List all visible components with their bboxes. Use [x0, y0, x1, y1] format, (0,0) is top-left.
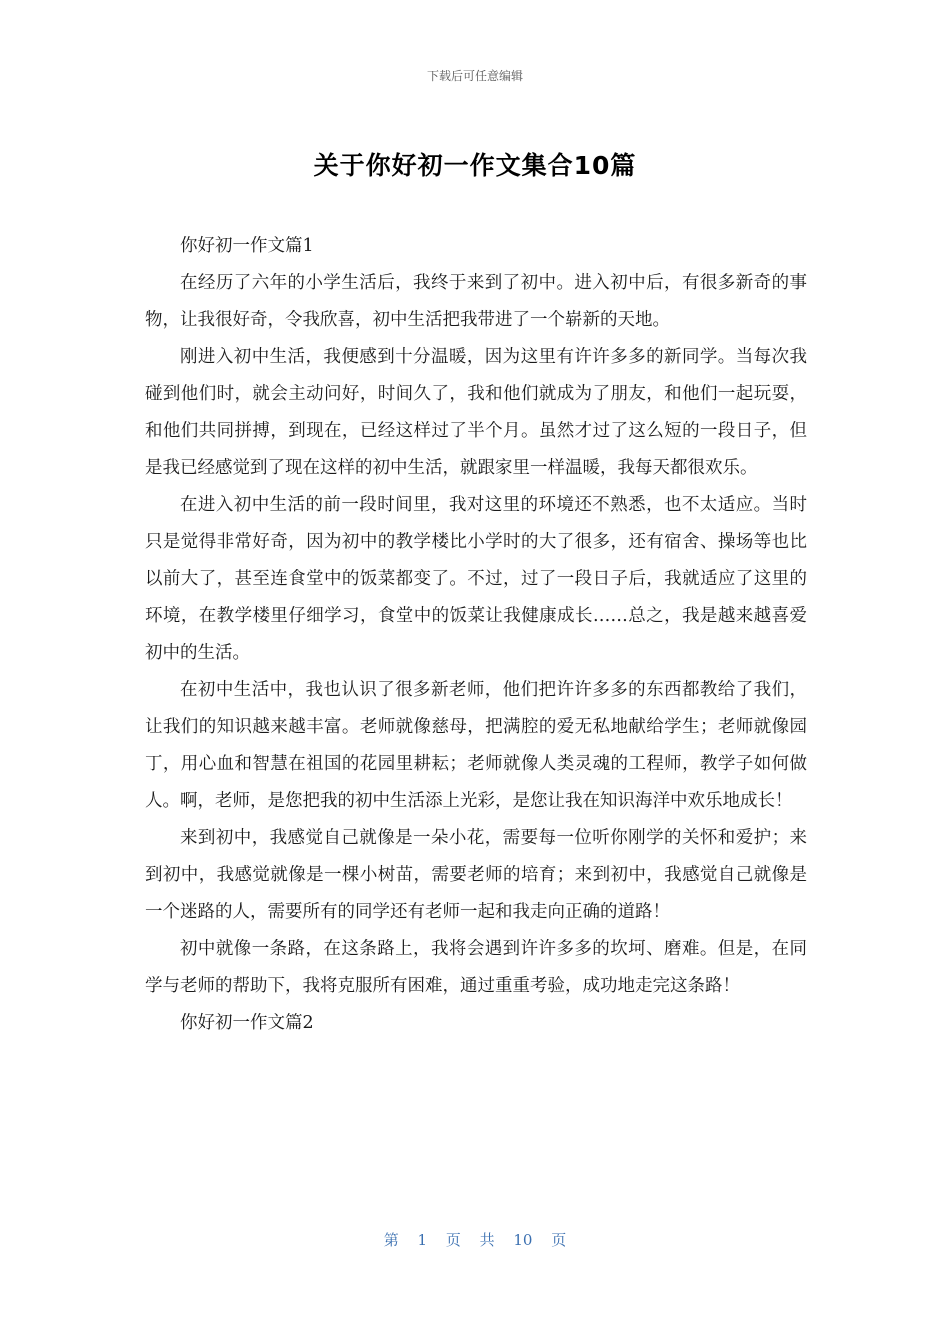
paragraph: 在进入初中生活的前一段时间里，我对这里的环境还不熟悉，也不太适应。当时只是觉得非常好奇，因为初中的教学楼比小学时的大了很多，还有宿舍、操场等也比以前大了，甚至连食堂中的饭菜都变了。不过，过了一段日子后，我就适应了这里的环境，在教学楼里仔细学习，食堂中的饭菜让我健康成长……总之，我是越来越喜爱初中的生活。	[145, 495, 807, 663]
document-body	[145, 228, 807, 1042]
paragraph: 在初中生活中，我也认识了很多新老师，他们把许许多多的东西都教给了我们，让我们的知识越来越丰富。老师就像慈母，把满腔的爱无私地献给学生；老师就像园丁，用心血和智慧在祖国的花园里耕耘；老师就像人类灵魂的工程师，教学子如何做人。啊，老师，是您把我的初中生活添上光彩，是您让我在知识海洋中欢乐地成长！	[145, 680, 807, 811]
paragraph: 初中就像一条路，在这条路上，我将会遇到许许多多的坎坷、磨难。但是，在同学与老师的帮助下，我将克服所有困难，通过重重考验，成功地走完这条路！	[145, 939, 807, 996]
page-number-footer: 第 1 页 共 10 页	[383, 1231, 567, 1249]
section-heading: 你好初一作文篇1	[180, 236, 314, 256]
paragraph: 在经历了六年的小学生活后，我终于来到了初中。进入初中后，有很多新奇的事物，让我很好奇，令我欣喜，初中生活把我带进了一个崭新的天地。	[145, 273, 807, 330]
document-title: 关于你好初一作文集合10篇	[313, 151, 637, 180]
paragraph: 刚进入初中生活，我便感到十分温暖，因为这里有许许多多的新同学。当每次我碰到他们时，就会主动问好，时间久了，我和他们就成为了朋友，和他们一起玩耍，和他们共同拼搏，到现在，已经这样过了半个月。虽然才过了这么短的一段日子，但是我已经感觉到了现在这样的初中生活，就跟家里一样温暖，我每天都很欢乐。	[145, 347, 807, 478]
page-header: 下载后可任意编辑	[426, 69, 523, 83]
paragraph: 来到初中，我感觉自己就像是一朵小花，需要每一位听你刚学的关怀和爱护；来到初中，我感觉就像是一棵小树苗，需要老师的培育；来到初中，我感觉自己就像是一个迷路的人，需要所有的同学还有老师一起和我走向正确的道路！	[145, 828, 807, 922]
section-heading: 你好初一作文篇2	[180, 1013, 314, 1033]
